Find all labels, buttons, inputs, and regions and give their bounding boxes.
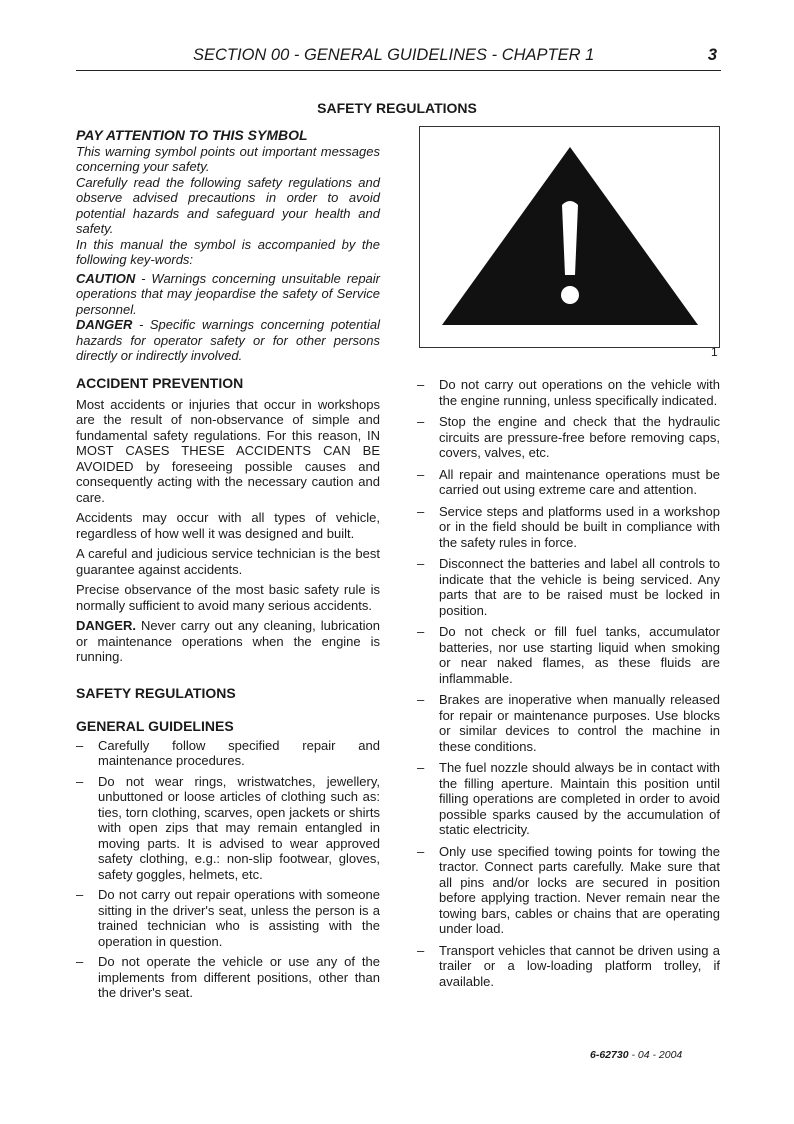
list-item: – Only use specified towing points for towing the tractor. Connect parts carefully. Make sure that all pins and/or locks are secured in position before applying traction. Never remain near the towing bars, cables or chains that are operating under load. xyxy=(417,844,720,937)
caution-text: - Warnings concerning unsuitable repair operations that may jeopardise the safety of Service personnel. xyxy=(76,270,380,317)
document-code: 6-62730 xyxy=(590,1049,629,1061)
danger-text: Never carry out any cleaning, lubrication or maintenance operations when the engine is running. xyxy=(76,618,380,664)
list-item: – All repair and maintenance operations must be carried out using extreme care and attention. xyxy=(417,467,720,498)
accident-danger xyxy=(76,618,380,665)
general-guidelines-heading: GENERAL GUIDELINES xyxy=(76,718,234,734)
page-footer xyxy=(590,1049,682,1061)
accident-paragraph: A careful and judicious service technician is the best guarantee against accidents. xyxy=(76,546,380,577)
document-date: - 04 - 2004 xyxy=(628,1049,683,1061)
figure-number: 1 xyxy=(711,345,718,359)
page-number: 3 xyxy=(707,46,717,64)
list-item: – Brakes are inoperative when manually released for repair or maintenance purposes. Use blocks or similar devices to control the machine in these conditions. xyxy=(417,692,720,754)
danger-label: DANGER. xyxy=(76,618,136,633)
list-item: – Service steps and platforms used in a workshop or in the field should be built in compliance with the safety rules in force. xyxy=(417,504,720,551)
list-item: – Do not carry out repair operations with someone sitting in the driver's seat, unless the person is a trained technician who is assisting with the operation in question. xyxy=(76,887,380,949)
symbol-paragraph: In this manual the symbol is accompanied by the following key-words: xyxy=(76,236,380,267)
list-item: – Do not wear rings, wristwatches, jewellery, unbuttoned or loose articles of clothing such as: ties, torn clothing, scarves, open jackets or shirts with open zips that may remain entangled in moving parts. It is advised to wear approved safety clothing, e.g.: non-slip footwear, gloves, safety goggles, helmets, etc. xyxy=(76,774,380,883)
document-title: SAFETY REGULATIONS xyxy=(317,100,477,116)
list-item: – Stop the engine and check that the hydraulic circuits are pressure-free before removing caps, covers, valves, etc. xyxy=(417,414,720,461)
list-item: – Do not operate the vehicle or use any of the implements from different positions, other than the driver's seat. xyxy=(76,954,380,1001)
general-guidelines-list xyxy=(76,738,380,1001)
symbol-paragraph: This warning symbol points out important messages concerning your safety. xyxy=(76,143,380,174)
caution-label: CAUTION xyxy=(76,270,136,286)
danger-note xyxy=(76,317,380,364)
danger-label: DANGER xyxy=(76,317,133,332)
danger-text: - Specific warnings concerning potential hazards for operator safety or for other persons directly or indirectly involved. xyxy=(76,317,380,363)
page-header xyxy=(76,46,721,71)
symbol-paragraph: Carefully read the following safety regulations and observe advised precautions in order to avoid potential hazards and safeguard your health and safety. xyxy=(76,174,380,236)
list-item: – Carefully follow specified repair and maintenance procedures. xyxy=(76,738,380,769)
warning-figure xyxy=(419,126,720,348)
symbol-heading: PAY ATTENTION TO THIS SYMBOL xyxy=(76,127,308,143)
accident-paragraph: Accidents may occur with all types of vehicle, regardless of how well it was designed and built. xyxy=(76,510,380,541)
left-column xyxy=(76,376,380,1001)
safety-regulations-heading: SAFETY REGULATIONS xyxy=(76,684,236,701)
caution-note xyxy=(76,271,380,318)
accident-heading: ACCIDENT PREVENTION xyxy=(76,375,244,391)
safety-rules-list xyxy=(417,377,720,989)
list-item: – Do not check or fill fuel tanks, accumulator batteries, nor use starting liquid when smoking or near naked flames, as these fluids are inflammable. xyxy=(417,624,720,686)
accident-paragraph: Precise observance of the most basic safety rule is normally sufficient to avoid many serious accidents. xyxy=(76,582,380,613)
list-item: – Transport vehicles that cannot be driven using a trailer or a low-loading platform trolley, if available. xyxy=(417,943,720,990)
symbol-section xyxy=(76,128,380,364)
list-item: – The fuel nozzle should always be in contact with the filling aperture. Maintain this position until filling operations are completed in order to avoid possible sparks caused by the accumulation of static electricity. xyxy=(417,760,720,838)
list-item: – Disconnect the batteries and label all controls to indicate that the vehicle is being serviced. Any parts that are to be raised must be locked in position. xyxy=(417,556,720,618)
accident-paragraph: Most accidents or injuries that occur in workshops are the result of non-observance of simple and fundamental safety regulations. For this reason, IN MOST CASES THESE ACCIDENTS CAN BE AVOIDED by foreseeing possible causes and consequently acting with the necessary caution and care. xyxy=(76,396,380,505)
warning-triangle-icon xyxy=(420,127,719,347)
section-title: SECTION 00 - GENERAL GUIDELINES - CHAPTER 1 xyxy=(193,46,595,64)
right-column xyxy=(417,377,720,989)
list-item: – Do not carry out operations on the vehicle with the engine running, unless specifically indicated. xyxy=(417,377,720,408)
